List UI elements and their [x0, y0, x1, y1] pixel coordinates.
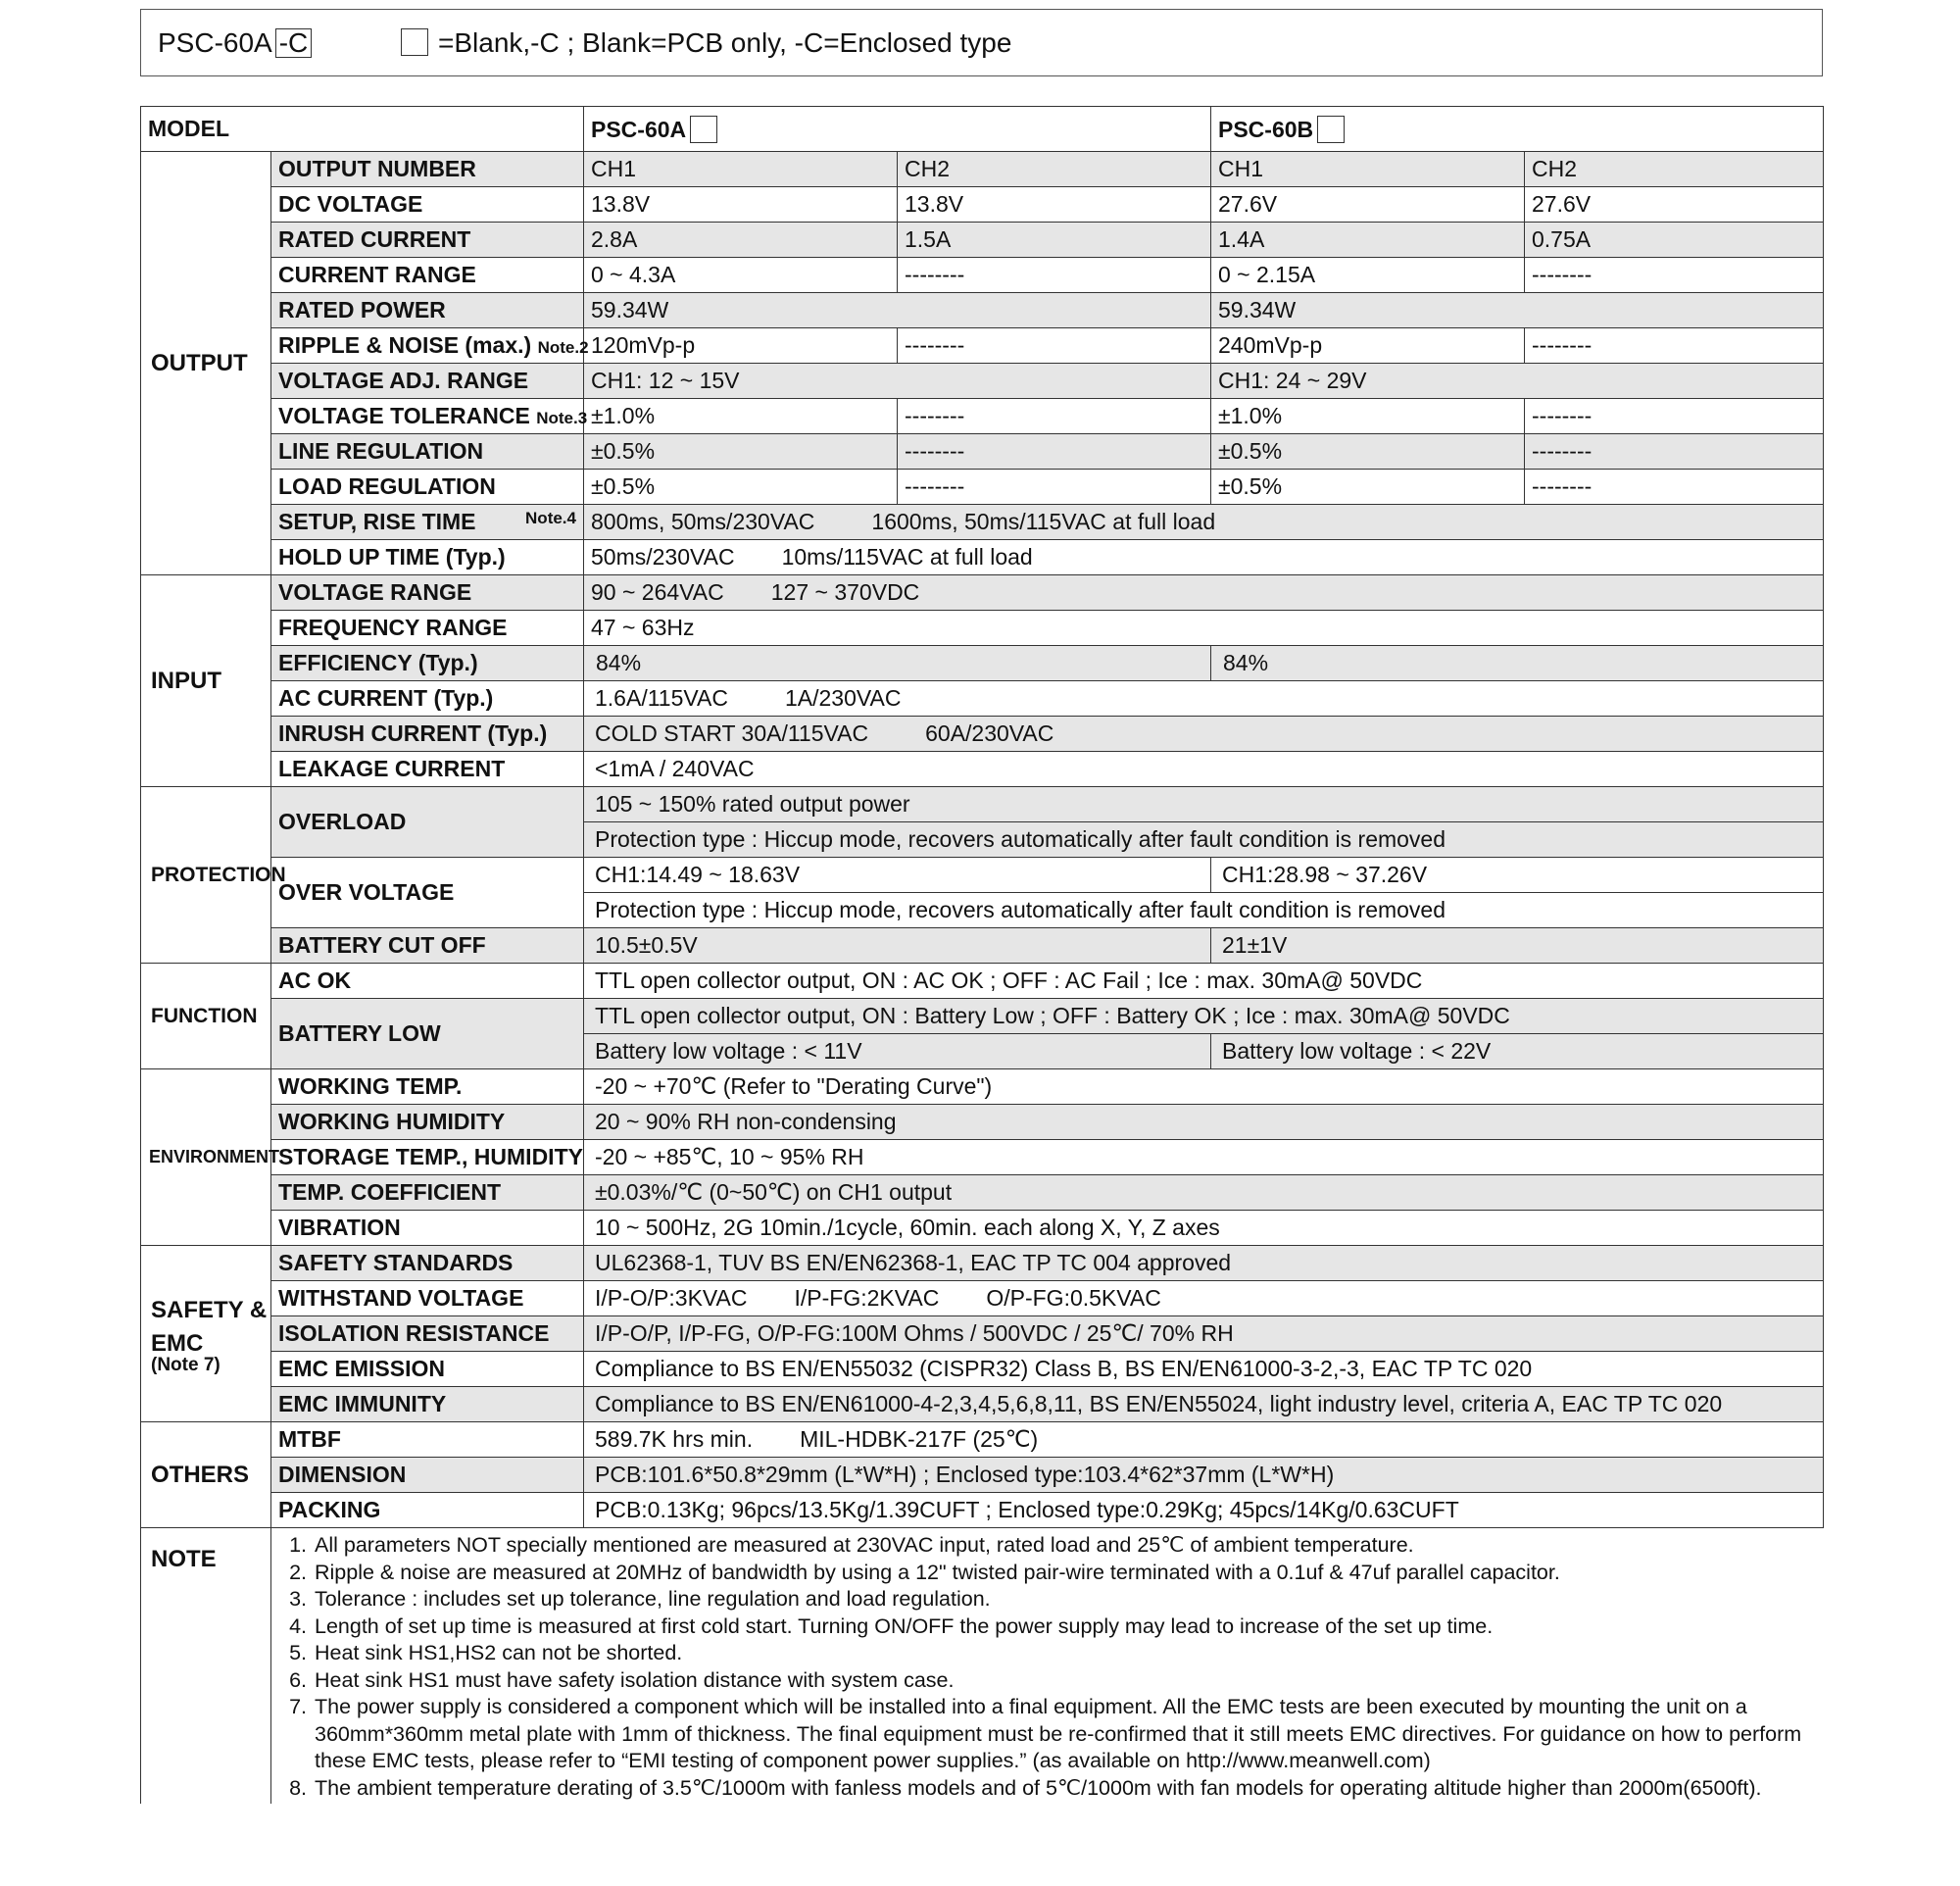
temp-coefficient-row [141, 1175, 1824, 1211]
header-model-name: PSC-60A [158, 27, 272, 58]
value-cell: CH2 [1525, 152, 1824, 187]
value-cell: -------- [1525, 328, 1824, 364]
value-cell: -------- [1525, 399, 1824, 434]
item-label: SAFETY STANDARDS [271, 1246, 584, 1281]
value-cell: TTL open collector output, ON : AC OK ; OFF : AC Fail ; Ice : max. 30mA@ 50VDC [584, 964, 1824, 999]
item-label: EMC IMMUNITY [271, 1387, 584, 1422]
current-range-row [141, 258, 1824, 293]
value-cell [584, 681, 1824, 717]
frequency-range-row [141, 611, 1824, 646]
value-cell: -20 ~ +70℃ (Refer to "Derating Curve") [584, 1069, 1824, 1105]
value-cell: 0 ~ 2.15A [1211, 258, 1525, 293]
item-label: BATTERY CUT OFF [271, 928, 584, 964]
mtbf-row [141, 1422, 1824, 1458]
value-cell: ±0.5% [1211, 434, 1525, 470]
note-ref: Note.4 [525, 509, 576, 527]
header-model [158, 27, 312, 59]
value-cell: 2.8A [584, 223, 898, 258]
value-cell: -------- [898, 434, 1211, 470]
value-cell [584, 505, 1824, 540]
value-cell: -20 ~ +85℃, 10 ~ 95% RH [584, 1140, 1824, 1175]
battery-cut-off-row [141, 928, 1824, 964]
note-item: 1. All parameters NOT specially mentioned are measured at 230VAC input, rated load and 25℃ of ambient temperature. [313, 1532, 1816, 1560]
value-cell [584, 1422, 1824, 1458]
value-cell: Battery low voltage : < 22V [1211, 1034, 1824, 1069]
packing-row [141, 1493, 1824, 1528]
voltage-tolerance-row [141, 399, 1824, 434]
value-cell: 240mVp-p [1211, 328, 1525, 364]
item-label: DC VOLTAGE [271, 187, 584, 223]
battery-low-row-1 [141, 999, 1824, 1034]
working-humidity-row [141, 1105, 1824, 1140]
category-output: OUTPUT [141, 152, 271, 575]
value-cell: ±0.5% [584, 470, 898, 505]
item-label: AC OK [271, 964, 584, 999]
value-cell: 0 ~ 4.3A [584, 258, 898, 293]
value-cell [584, 575, 1824, 611]
category-environment: ENVIRONMENT [141, 1069, 271, 1246]
category-function: FUNCTION [141, 964, 271, 1069]
value-cell: 20 ~ 90% RH non-condensing [584, 1105, 1824, 1140]
value-cell: Battery low voltage : < 11V [584, 1034, 1211, 1069]
voltage-adj-row [141, 364, 1824, 399]
value-text: I/P-FG:2KVAC [794, 1285, 940, 1311]
value-cell: CH1:28.98 ~ 37.26V [1211, 858, 1824, 893]
notes-cell [271, 1528, 1824, 1805]
value-text: 1600ms, 50ms/115VAC at full load [871, 509, 1216, 534]
model-b-suffix-box-icon [1317, 116, 1345, 143]
category-emc-text: EMC [151, 1329, 204, 1357]
value-cell: Compliance to BS EN/EN61000-4-2,3,4,5,6,8,11, BS EN/EN55024, light industry level, criteria A, EAC TP TC 020 [584, 1387, 1824, 1422]
item-label: CURRENT RANGE [271, 258, 584, 293]
note-item: 2. Ripple & noise are measured at 20MHz of bandwidth by using a 12" twisted pair-wire terminated with a 0.1uf & 47uf parallel capacitor. [313, 1560, 1816, 1587]
ac-ok-row [141, 964, 1824, 999]
item-label [271, 399, 588, 434]
working-temp-row [141, 1069, 1824, 1105]
vibration-row [141, 1211, 1824, 1246]
withstand-voltage-row [141, 1281, 1824, 1316]
value-cell: ±0.5% [1211, 470, 1525, 505]
item-label: EFFICIENCY (Typ.) [271, 646, 584, 681]
ripple-noise-row [141, 328, 1824, 364]
leakage-current-row [141, 752, 1824, 787]
model-a-name: PSC-60A [591, 116, 687, 142]
header-legend [401, 27, 1011, 59]
value-text: 60A/230VAC [925, 720, 1054, 746]
value-cell: CH1: 24 ~ 29V [1211, 364, 1824, 399]
hold-up-row [141, 540, 1824, 575]
value-cell: 47 ~ 63Hz [584, 611, 1824, 646]
value-cell: 1.5A [898, 223, 1211, 258]
value-cell: 59.34W [584, 293, 1211, 328]
isolation-resistance-row [141, 1316, 1824, 1352]
value-text: 50ms/230VAC [591, 544, 735, 570]
item-label-text: RIPPLE & NOISE (max.) [278, 332, 532, 358]
note-item: 8. The ambient temperature derating of 3.5℃/1000m with fanless models and of 5℃/1000m with fan models for operating altitude higher than 2000m(6500ft). [313, 1775, 1816, 1803]
value-cell: ±0.03%/℃ (0~50℃) on CH1 output [584, 1175, 1824, 1211]
item-label: HOLD UP TIME (Typ.) [271, 540, 584, 575]
value-cell: ±0.5% [584, 434, 898, 470]
value-cell: ±1.0% [584, 399, 898, 434]
value-text: O/P-FG:0.5KVAC [986, 1285, 1161, 1311]
value-cell: 120mVp-p [584, 328, 898, 364]
overload-row-1 [141, 787, 1824, 822]
value-cell: Protection type : Hiccup mode, recovers automatically after fault condition is removed [584, 893, 1824, 928]
voltage-range-row [141, 575, 1824, 611]
value-cell: 13.8V [584, 187, 898, 223]
category-protection: PROTECTION [141, 787, 271, 964]
model-b [1211, 107, 1824, 152]
model-a [584, 107, 1211, 152]
value-text: MIL-HDBK-217F (25℃) [800, 1426, 1039, 1452]
category-note-ref: (Note 7) [151, 1354, 220, 1375]
value-text: 800ms, 50ms/230VAC [591, 509, 815, 534]
value-text: 127 ~ 370VDC [770, 579, 920, 605]
emc-emission-row [141, 1352, 1824, 1387]
rated-power-row [141, 293, 1824, 328]
header-legend-text: =Blank,-C ; Blank=PCB only, -C=Enclosed type [438, 27, 1012, 58]
category-note: NOTE [141, 1528, 271, 1805]
item-label: LINE REGULATION [271, 434, 584, 470]
value-cell: -------- [898, 328, 1211, 364]
note-ref: Note.3 [536, 409, 588, 427]
value-cell: ±1.0% [1211, 399, 1525, 434]
value-text: 1.6A/115VAC [595, 685, 728, 711]
category-safety-emc [141, 1246, 271, 1422]
value-cell: -------- [1525, 470, 1824, 505]
model-label: MODEL [141, 107, 584, 152]
value-cell: 10.5±0.5V [584, 928, 1211, 964]
category-input: INPUT [141, 575, 271, 787]
output-number-row [141, 152, 1824, 187]
item-label: STORAGE TEMP., HUMIDITY [271, 1140, 584, 1175]
value-cell: 27.6V [1525, 187, 1824, 223]
value-cell: -------- [1525, 258, 1824, 293]
value-cell: I/P-O/P, I/P-FG, O/P-FG:100M Ohms / 500VDC / 25℃/ 70% RH [584, 1316, 1824, 1352]
value-cell [584, 717, 1824, 752]
safety-standards-row [141, 1246, 1824, 1281]
value-text: 1A/230VAC [784, 685, 902, 711]
emc-immunity-row [141, 1387, 1824, 1422]
value-cell: 84% [584, 646, 1211, 681]
value-cell: UL62368-1, TUV BS EN/EN62368-1, EAC TP TC 004 approved [584, 1246, 1824, 1281]
item-label-text: VOLTAGE TOLERANCE [278, 403, 530, 428]
value-text: 90 ~ 264VAC [591, 579, 724, 605]
item-label: RATED CURRENT [271, 223, 584, 258]
item-label: VIBRATION [271, 1211, 584, 1246]
item-label: VOLTAGE RANGE [271, 575, 584, 611]
item-label: MTBF [271, 1422, 584, 1458]
value-cell: -------- [898, 470, 1211, 505]
item-label: EMC EMISSION [271, 1352, 584, 1387]
value-cell: PCB:0.13Kg; 96pcs/13.5Kg/1.39CUFT ; Enclosed type:0.29Kg; 45pcs/14Kg/0.63CUFT [584, 1493, 1824, 1528]
setup-rise-row [141, 505, 1824, 540]
note-item: 7. The power supply is considered a component which will be installed into a final equipment. All the EMC tests are been executed by mounting the unit on a 360mm*360mm metal plate with 1mm of thickness. The final equipment must be re-confirmed that it still meets EMC directives. For guidance on how to perform these EMC tests, please refer to “EMI testing of component power supplies.” (as available on http://www.meanwell.com) [313, 1694, 1816, 1775]
notes-list [285, 1532, 1816, 1802]
value-cell: 27.6V [1211, 187, 1525, 223]
item-label: OVERLOAD [271, 787, 584, 858]
spec-table [140, 106, 1824, 1804]
item-label: VOLTAGE ADJ. RANGE [271, 364, 584, 399]
value-cell: CH1: 12 ~ 15V [584, 364, 1211, 399]
item-label: AC CURRENT (Typ.) [271, 681, 584, 717]
value-cell: Protection type : Hiccup mode, recovers automatically after fault condition is removed [584, 822, 1824, 858]
value-cell: -------- [1525, 434, 1824, 470]
header-suffix: -C [275, 28, 313, 58]
note-item: 5. Heat sink HS1,HS2 can not be shorted. [313, 1640, 1816, 1667]
model-a-suffix-box-icon [690, 116, 717, 143]
item-label [271, 505, 584, 540]
item-label: RATED POWER [271, 293, 584, 328]
value-cell: PCB:101.6*50.8*29mm (L*W*H) ; Enclosed type:103.4*62*37mm (L*W*H) [584, 1458, 1824, 1493]
item-label: LOAD REGULATION [271, 470, 584, 505]
value-cell: CH1 [584, 152, 898, 187]
value-cell: -------- [898, 258, 1211, 293]
item-label: DIMENSION [271, 1458, 584, 1493]
item-label: INRUSH CURRENT (Typ.) [271, 717, 584, 752]
note-item: 6. Heat sink HS1 must have safety isolation distance with system case. [313, 1667, 1816, 1695]
over-voltage-row-1 [141, 858, 1824, 893]
item-label: PACKING [271, 1493, 584, 1528]
dc-voltage-row [141, 187, 1824, 223]
value-cell: -------- [898, 399, 1211, 434]
value-cell: TTL open collector output, ON : Battery Low ; OFF : Battery OK ; Ice : max. 30mA@ 50VDC [584, 999, 1824, 1034]
note-item: 4. Length of set up time is measured at first cold start. Turning ON/OFF the power supply may lead to increase of the set up time. [313, 1613, 1816, 1641]
value-cell: CH2 [898, 152, 1211, 187]
value-cell: Compliance to BS EN/EN55032 (CISPR32) Class B, BS EN/EN61000-3-2,-3, EAC TP TC 020 [584, 1352, 1824, 1387]
value-cell: 10 ~ 500Hz, 2G 10min./1cycle, 60min. each along X, Y, Z axes [584, 1211, 1824, 1246]
value-cell: 84% [1211, 646, 1824, 681]
note-ref: Note.2 [537, 338, 589, 357]
notes-row [141, 1528, 1824, 1805]
item-label [271, 328, 589, 364]
item-label: WITHSTAND VOLTAGE [271, 1281, 584, 1316]
model-legend-box [140, 9, 1823, 76]
rated-current-row [141, 223, 1824, 258]
item-label: ISOLATION RESISTANCE [271, 1316, 584, 1352]
item-label: WORKING HUMIDITY [271, 1105, 584, 1140]
value-cell [584, 1281, 1824, 1316]
value-cell: 0.75A [1525, 223, 1824, 258]
storage-row [141, 1140, 1824, 1175]
line-regulation-row [141, 434, 1824, 470]
value-cell: 105 ~ 150% rated output power [584, 787, 1824, 822]
item-label: BATTERY LOW [271, 999, 584, 1069]
value-cell: <1mA / 240VAC [584, 752, 1824, 787]
load-regulation-row [141, 470, 1824, 505]
model-b-name: PSC-60B [1218, 116, 1314, 142]
value-cell: 21±1V [1211, 928, 1824, 964]
item-label: FREQUENCY RANGE [271, 611, 584, 646]
value-cell: 59.34W [1211, 293, 1824, 328]
value-cell: 13.8V [898, 187, 1211, 223]
blank-box-icon [401, 28, 428, 56]
value-text: I/P-O/P:3KVAC [595, 1285, 748, 1311]
dimension-row [141, 1458, 1824, 1493]
inrush-current-row [141, 717, 1824, 752]
value-cell: 1.4A [1211, 223, 1525, 258]
ac-current-row [141, 681, 1824, 717]
item-label: TEMP. COEFFICIENT [271, 1175, 584, 1211]
value-text: 589.7K hrs min. [595, 1426, 754, 1452]
value-text: COLD START 30A/115VAC [595, 720, 869, 746]
value-text: 10ms/115VAC at full load [781, 544, 1033, 570]
item-label: WORKING TEMP. [271, 1069, 584, 1105]
category-safety-text: SAFETY & [151, 1296, 268, 1323]
efficiency-row [141, 646, 1824, 681]
item-label-text: SETUP, RISE TIME [278, 509, 476, 534]
value-cell: CH1 [1211, 152, 1525, 187]
item-label: OVER VOLTAGE [271, 858, 584, 928]
value-cell [584, 540, 1824, 575]
model-row [141, 107, 1824, 152]
note-item: 3. Tolerance : includes set up tolerance, line regulation and load regulation. [313, 1586, 1816, 1613]
value-cell: CH1:14.49 ~ 18.63V [584, 858, 1211, 893]
category-others: OTHERS [141, 1422, 271, 1528]
item-label: LEAKAGE CURRENT [271, 752, 584, 787]
item-label: OUTPUT NUMBER [271, 152, 584, 187]
